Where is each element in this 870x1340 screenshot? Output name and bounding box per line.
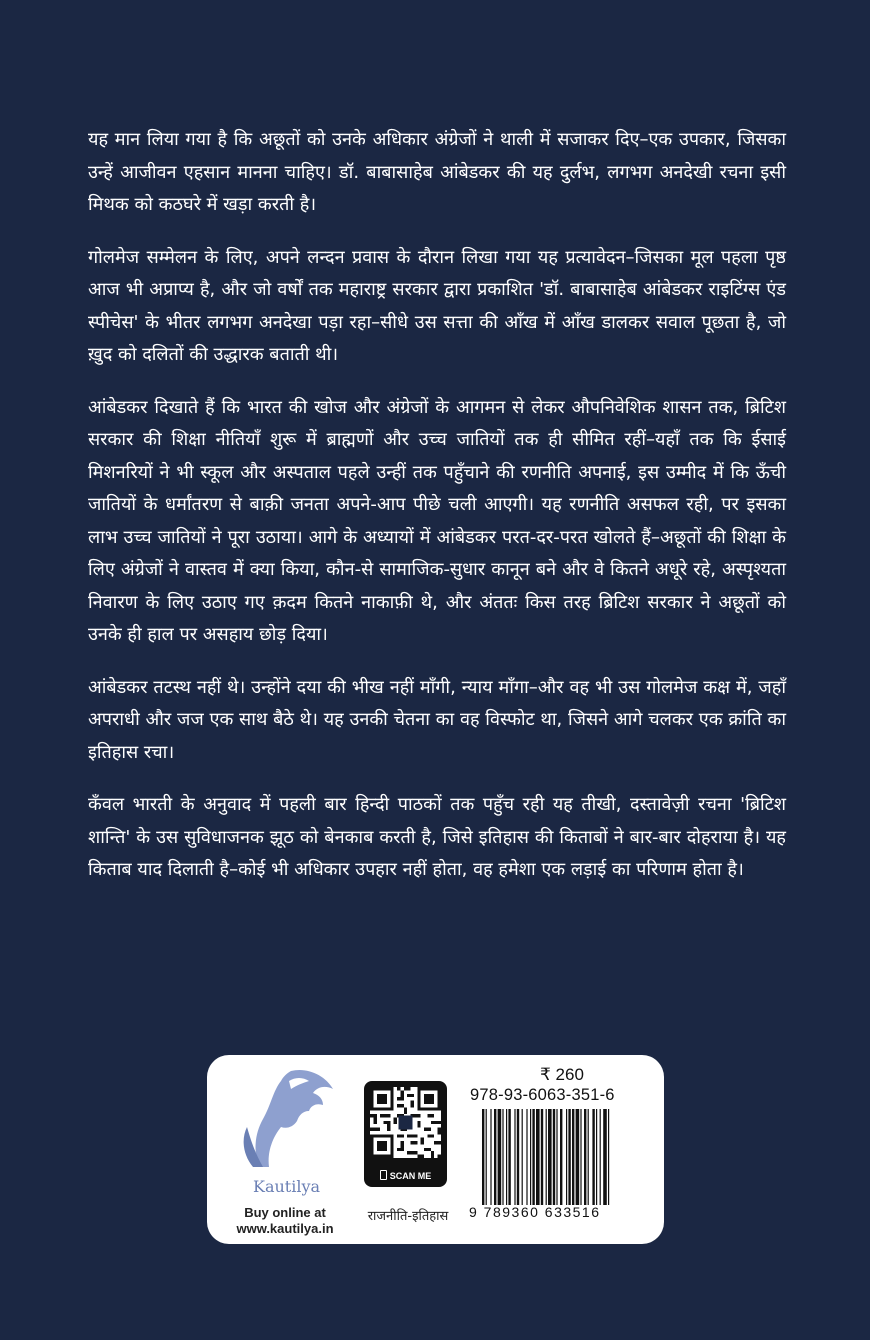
qr-code[interactable] [364,1081,447,1187]
barcode-bar [556,1109,557,1205]
barcode-bar [536,1109,540,1205]
barcode-bar [548,1109,552,1205]
blurb-paragraph: आंबेडकर तटस्थ नहीं थे। उन्होंने दया की भीख नहीं माँगी, न्याय माँगा–और वह भी उस गोलमेज कक्ष में, जहाँ अपराधी और जज एक साथ बैठे थे। यह उनकी चेतना का वह विस्फोट था, जिसने आगे चलकर एक क्रांति का इतिहास रचा। [88,676,786,763]
publisher-website-link[interactable]: www.kautilya.in [236,1221,334,1236]
barcode-bar [498,1109,502,1205]
phone-icon [380,1170,387,1180]
barcode-bar [568,1109,570,1205]
kautilya-logo-icon [233,1067,338,1177]
isbn-number: 978-93-6063-351-6 [470,1086,615,1104]
barcode-bar [600,1109,601,1205]
scan-me-label [364,1170,447,1181]
barcode-bar [532,1109,534,1205]
isbn-barcode [482,1109,644,1205]
qr-code-icon [370,1087,441,1158]
book-category: राजनीति-इतिहास [367,1209,449,1224]
barcode-bar [514,1109,515,1205]
barcode-bar [588,1109,589,1205]
book-price: ₹ 260 [540,1065,584,1084]
barcode-bar [508,1109,510,1205]
barcode-bar [494,1109,496,1205]
blurb-paragraph: आंबेडकर दिखाते हैं कि भारत की खोज और अंग्रेजों के आगमन से लेकर औपनिवेशिक शासन तक, ब्रिटिश सरकार की शिक्षा नीतियाँ शुरू में ब्राह्मणों और उच्च जातियों तक ही सीमित रहीं–यहाँ तक कि ईसाई मिशनरियों ने भी स्कूल और अस्पताल पहले उन्हीं तक पहुँचाने की रणनीति अपनाई, इस उम्मीद में कि ऊँची जातियों के धर्मांतरण से बाक़ी जनता अपने-आप पीछे चली आएगी। यह रणनीति असफल रही, पर इसका लाभ उच्च जातियों ने पूरा उठाया। आगे के अध्यायों में आंबेडकर परत-दर-परत खोलते हैं–अछूतों की शिक्षा के लिए अंग्रेजों ने वास्तव में क्या किया, कौन-से सामाजिक-सुधार कानून बने और वे कितने अधूरे रहे, अस्पृश्यता निवारण के लिए उठाए गए क़दम कितने नाकाफ़ी थे, और अंततः किस तरह ब्रिटिश सरकार ने अछूतों को उनके ही हाल पर असहाय छोड़ दिया। [88,396,786,645]
barcode-bar [522,1109,523,1205]
back-cover-blurb [88,124,786,907]
publisher-info-panel [207,1055,664,1244]
barcode-bar [584,1109,586,1205]
scan-me-text: SCAN ME [389,1171,432,1181]
publisher-name: Kautilya [253,1177,321,1196]
barcode-bar [572,1109,574,1205]
barcode-bar [596,1109,597,1205]
barcode-bar [553,1109,555,1205]
blurb-paragraph: यह मान लिया गया है कि अछूतों को उनके अधिकार अंग्रेजों ने थाली में सजाकर दिए–एक उपकार, जिसका उन्हें आजीवन एहसान मानना चाहिए। डॉ. बाबासाहेब आंबेडकर की यह दुर्लभ, लगभग अनदेखी रचना इसी मिथक को कठघरे में खड़ा करती है। [88,129,786,215]
barcode-bar [502,1109,503,1205]
barcode-bar [566,1109,567,1205]
barcode-bar [482,1109,484,1205]
barcode-bar [517,1109,519,1205]
barcode-bar [576,1109,580,1205]
barcode-bar [506,1109,507,1205]
barcode-bar [560,1109,562,1205]
publisher-logo [225,1067,345,1242]
barcode-bar [592,1109,594,1205]
buy-online-text: Buy online at [244,1205,326,1220]
barcode-bar [580,1109,581,1205]
barcode-bar [541,1109,543,1205]
blurb-paragraph: कँवल भारती के अनुवाद में पहली बार हिन्दी पाठकों तक पहुँच रही यह तीखी, दस्तावेज़ी रचना 'ब्रिटिश शान्ति' के उस सुविधाजनक झूठ को बेनकाब करती है, जिसे इतिहास की किताबों ने बार-बार दोहराया है। यह किताब याद दिलाती है–कोई भी अधिकार उपहार नहीं होता, वह हमेशा एक लड़ाई का परिणाम होता है। [88,794,786,880]
barcode-bar [608,1109,609,1205]
barcode-bar [546,1109,547,1205]
barcode-bar [490,1109,491,1205]
barcode-digits: 9 789360 633516 [469,1204,601,1220]
barcode-bar [486,1109,487,1205]
blurb-paragraph: गोलमेज सम्मेलन के लिए, अपने लन्दन प्रवास के दौरान लिखा गया यह प्रत्यावेदन–जिसका मूल पहला पृष्ठ आज भी अप्राप्य है, और जो वर्षों तक महाराष्ट्र सरकार द्वारा प्रकाशित 'डॉ. बाबासाहेब आंबेडकर राइटिंग्स एंड स्पीचेस' के भीतर लगभग अनदेखा पड़ा रहा–सीधे उस सत्ता की आँख में आँख डालकर सवाल पूछता है, जो ख़ुद को दलितों की उद्धारक बताती थी। [88,246,786,365]
barcode-bar [530,1109,531,1205]
barcode-bar [526,1109,527,1205]
barcode-bar [603,1109,607,1205]
